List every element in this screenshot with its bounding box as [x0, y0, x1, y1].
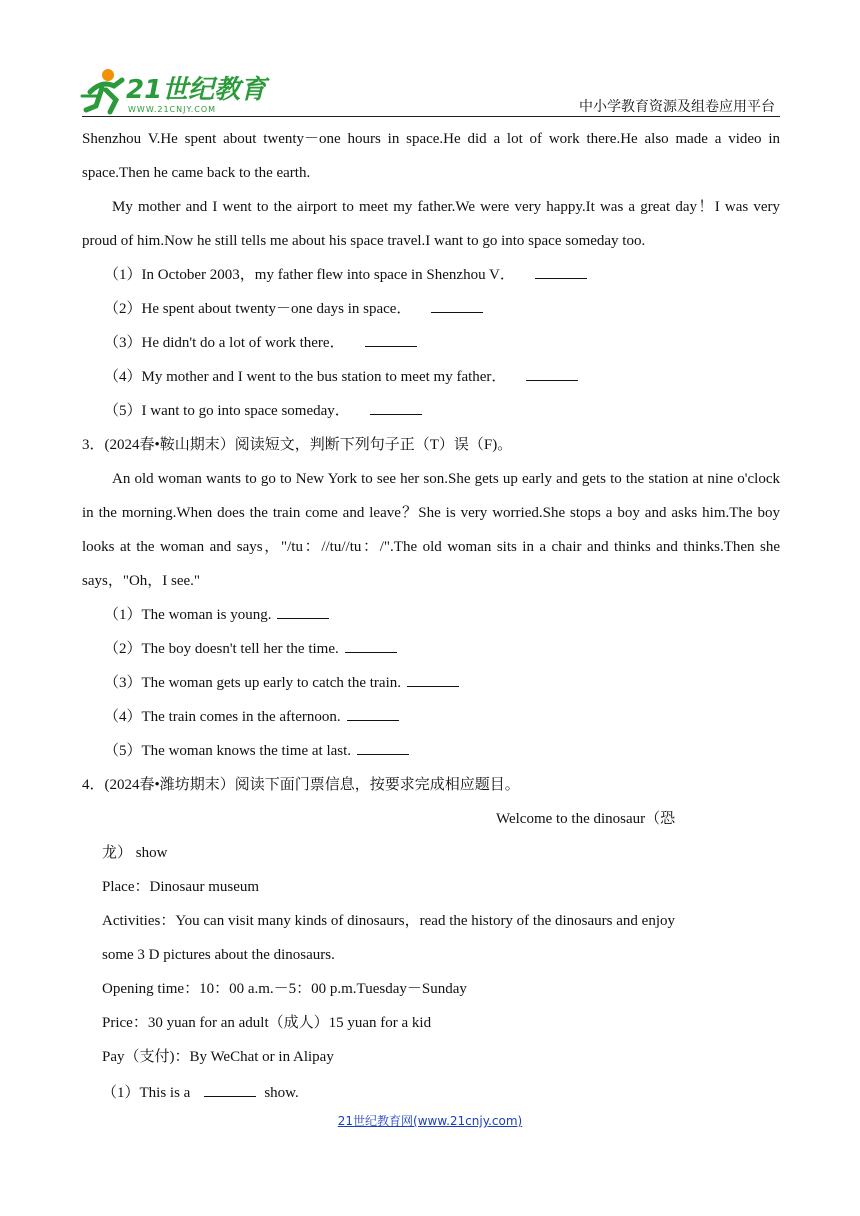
page-header: [0, 0, 860, 120]
answer-blank[interactable]: [431, 298, 483, 313]
question-item: （3）The woman gets up early to catch the train.: [104, 666, 780, 700]
ticket-payment: Pay（支付)：By WeChat or in Alipay: [102, 1049, 334, 1065]
passage-paragraph: An old woman wants to go to New York to see her son.She gets up early and gets to the station at nine o'clock in the morning.When does the train come and leave？She is very worried.She stops a boy and asks him.The boy looks at the woman and says，"/tu：//tu//tu：/".The old woman sits in a chair and thinks and thinks.Then she says，"Oh，I see.": [82, 471, 780, 589]
question-item: （5）The woman knows the time at last.: [104, 734, 780, 768]
question-item: （1）The woman is young.: [104, 598, 780, 632]
answer-blank[interactable]: [365, 332, 417, 347]
platform-title: 中小学教育资源及组卷应用平台: [579, 99, 775, 115]
ticket-opening-time: Opening time：10：00 a.m.－5：00 p.m.Tuesday－Sunday: [102, 981, 467, 997]
footer-link[interactable]: 21世纪教育网(www.21cnjy.com): [337, 1114, 523, 1128]
answer-blank[interactable]: [407, 672, 459, 687]
ticket-activities: Activities：You can visit many kinds of dinosaurs，read the history of the dinosaurs and enjoy: [102, 913, 675, 929]
answer-blank[interactable]: [357, 740, 409, 755]
answer-blank[interactable]: [535, 264, 587, 279]
answer-blank[interactable]: [370, 400, 422, 415]
passage-paragraph: Shenzhou V.He spent about twenty－one hours in space.He did a lot of work there.He also made a video in space.Then he came back to the earth.: [82, 131, 780, 181]
svg-text:WWW.21CNJY.COM: WWW.21CNJY.COM: [128, 105, 217, 114]
document-body: [82, 122, 780, 1112]
ticket-activities-cont: some 3 D pictures about the dinosaurs.: [102, 947, 335, 963]
question-item: （2）He spent about twenty－one days in space．: [104, 292, 780, 326]
question-item: （4）The train comes in the afternoon.: [104, 700, 780, 734]
ticket-title: Welcome to the dinosaur（恐: [496, 811, 676, 827]
header-divider: [82, 116, 780, 117]
question-item: （5）I want to go into space someday．: [104, 394, 780, 428]
question-item: （2）The boy doesn't tell her the time.: [104, 632, 780, 666]
question-item: （4）My mother and I went to the bus station to meet my father．: [104, 360, 780, 394]
ticket-title-cont: 龙） show: [102, 845, 168, 861]
answer-blank[interactable]: [345, 638, 397, 653]
answer-blank[interactable]: [204, 1082, 256, 1097]
ticket-place: Place：Dinosaur museum: [102, 879, 260, 895]
answer-blank[interactable]: [347, 706, 399, 721]
question-item: （1）This is a show.: [102, 1074, 780, 1112]
site-logo: [80, 66, 267, 118]
answer-blank[interactable]: [526, 366, 578, 381]
question-item: （1）In October 2003，my father flew into space in Shenzhou V．: [104, 258, 780, 292]
page-footer: [0, 1112, 860, 1129]
runner-logo-icon: [82, 69, 122, 112]
answer-blank[interactable]: [277, 604, 329, 619]
question-heading: 4．(2024春•潍坊期末）阅读下面门票信息，按要求完成相应题目。: [82, 777, 520, 793]
svg-text:21世纪教育: 21世纪教育: [126, 75, 267, 105]
ticket-price: Price：30 yuan for an adult（成人）15 yuan for a kid: [102, 1015, 432, 1031]
question-item: （3）He didn't do a lot of work there．: [104, 326, 780, 360]
question-heading: 3．(2024春•鞍山期末）阅读短文，判断下列句子正（T）误（F)。: [82, 437, 513, 453]
passage-paragraph: My mother and I went to the airport to meet my father.We were very happy.It was a great day！I was very proud of him.Now he still tells me about his space travel.I want to go into space someday too.: [82, 199, 780, 249]
